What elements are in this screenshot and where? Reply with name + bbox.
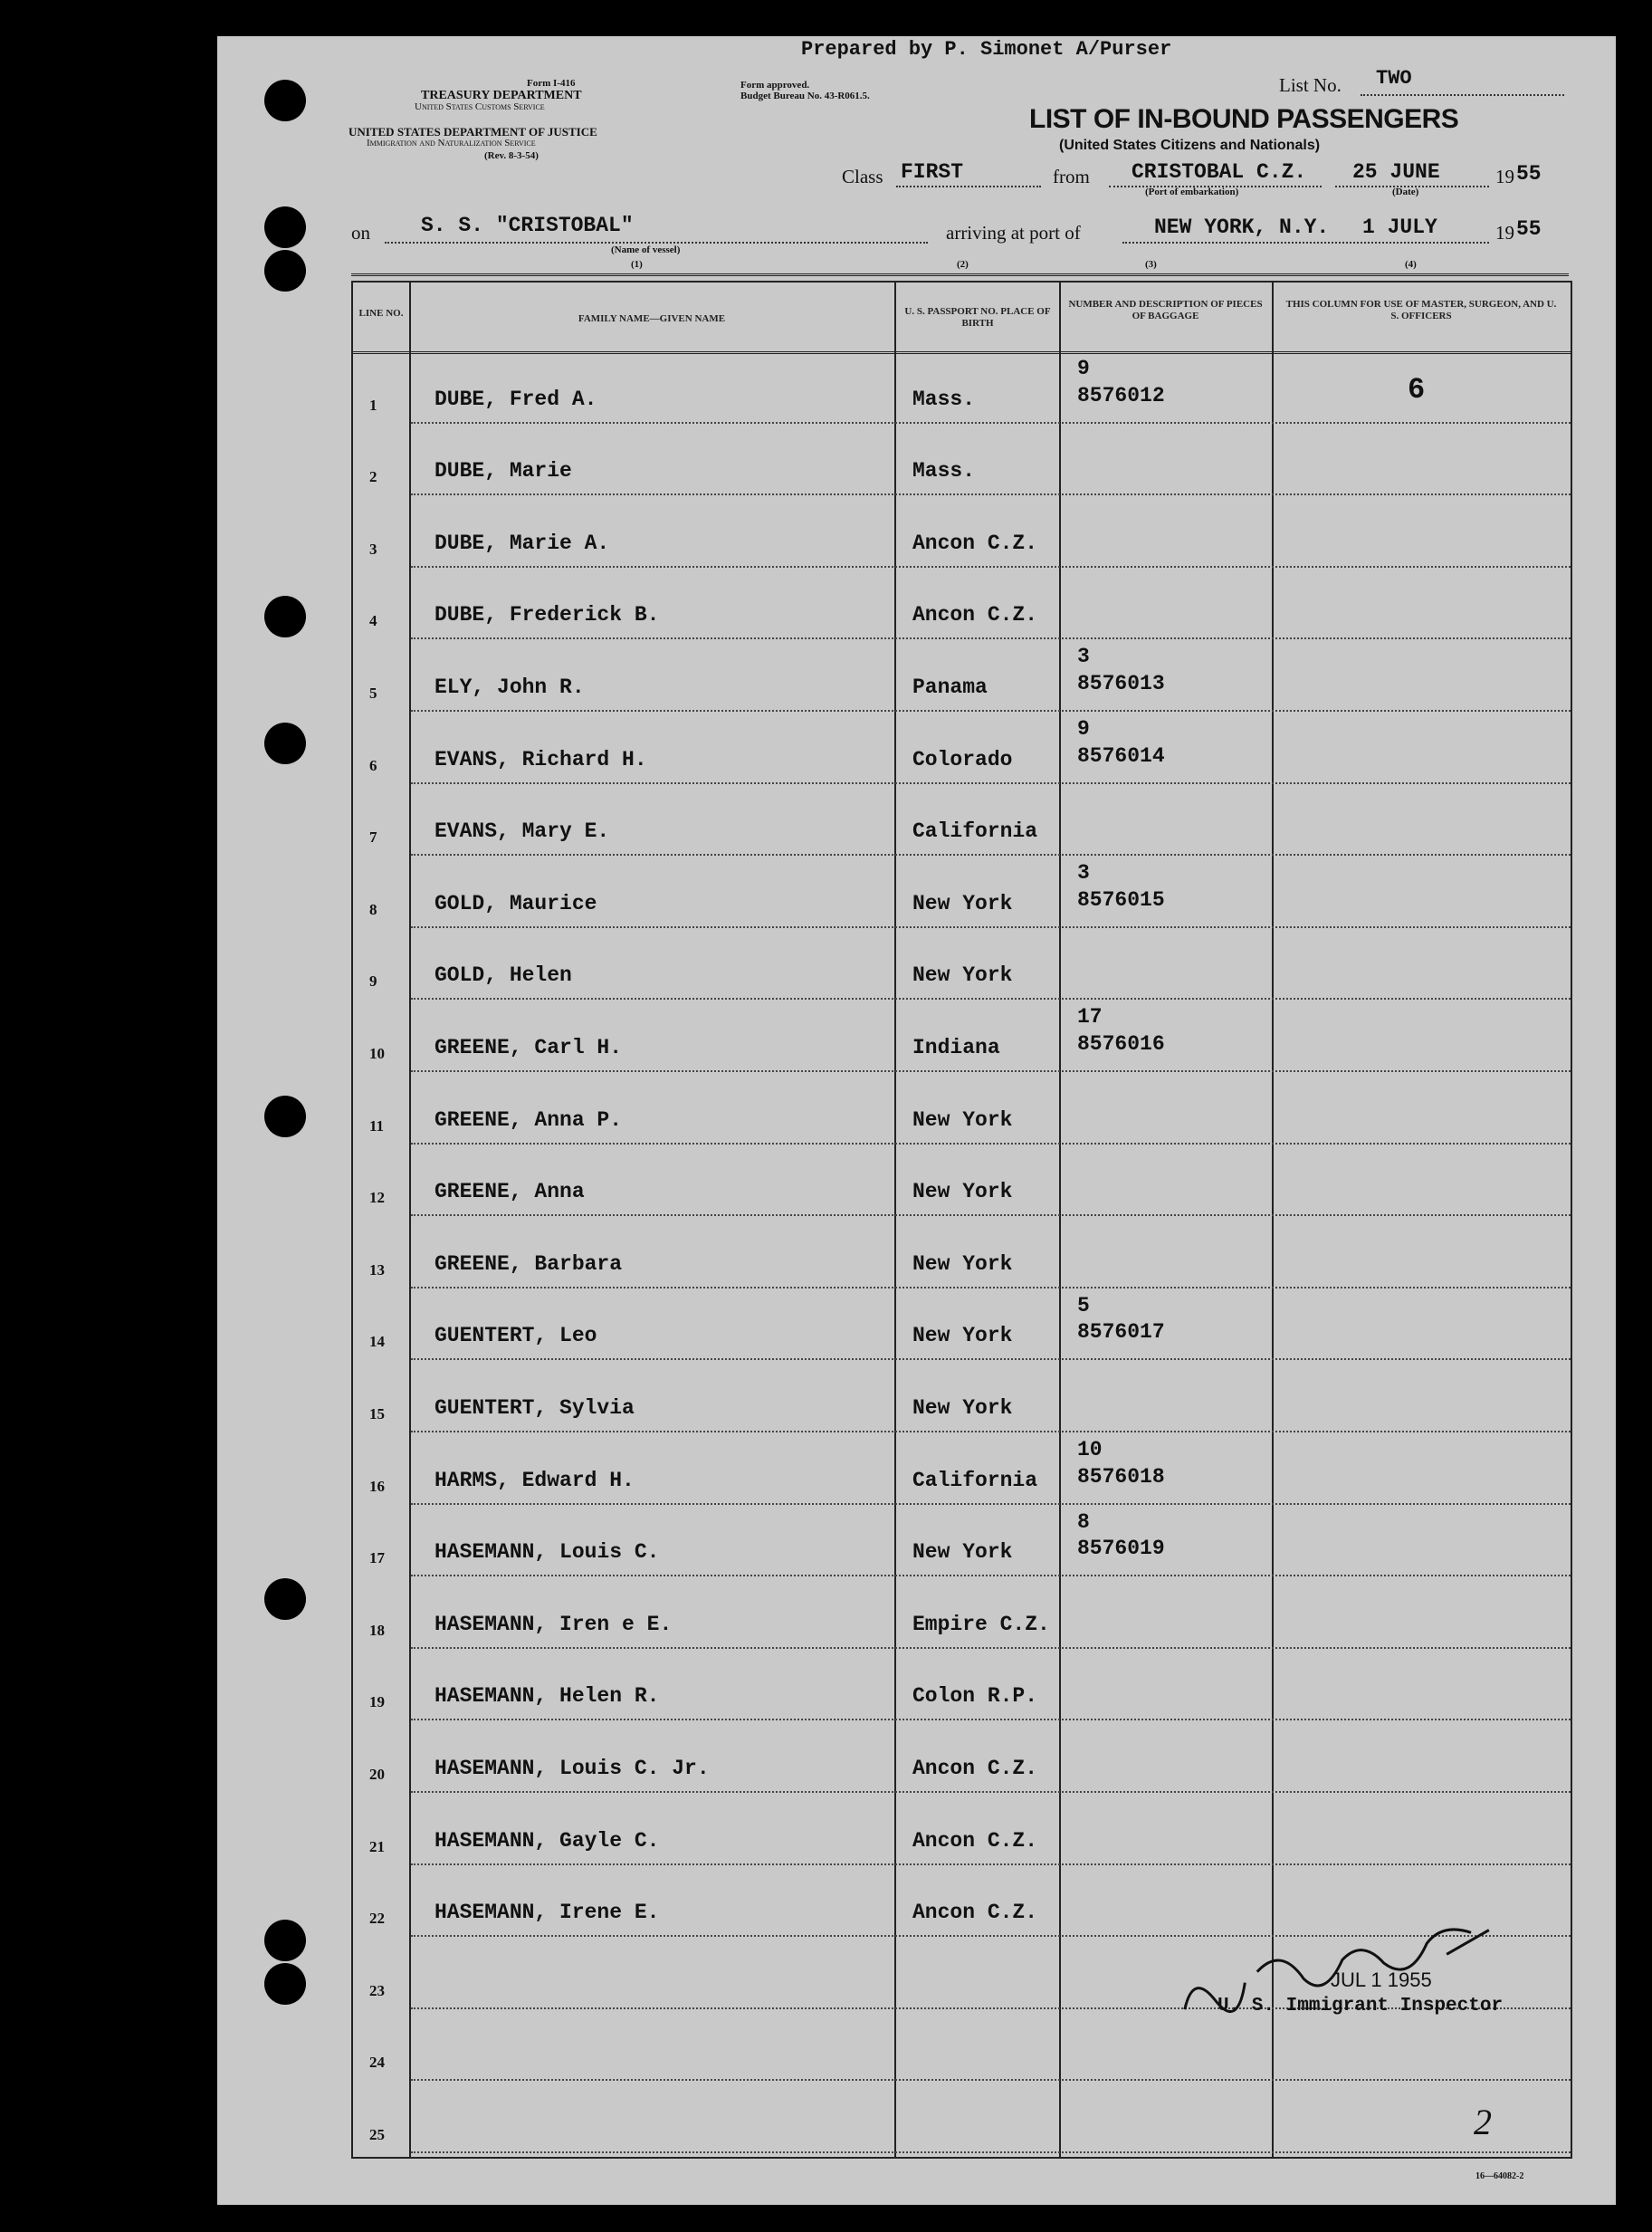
baggage-count: 8 — [1077, 1509, 1090, 1534]
passenger-table — [351, 281, 1572, 2159]
passenger-name: GREENE, Anna — [434, 1180, 585, 1204]
col-ref-3: (3) — [1145, 259, 1157, 270]
passenger-name: HASEMANN, Louis C. Jr. — [434, 1756, 710, 1780]
table-row — [353, 2081, 1571, 2153]
line-number: 12 — [369, 1189, 385, 1207]
col-ref-2: (2) — [957, 259, 969, 270]
passenger-name: GOLD, Maurice — [434, 891, 597, 915]
form-number: Form I-416 — [527, 78, 576, 89]
passenger-name: HASEMANN, Irene E. — [434, 1901, 660, 1925]
class-value: FIRST — [901, 160, 964, 184]
place-of-birth: Mass. — [912, 387, 976, 411]
place-of-birth: New York — [912, 1107, 1013, 1132]
place-of-birth: Panama — [912, 675, 988, 699]
place-of-birth: New York — [912, 963, 1013, 988]
binder-hole — [264, 1578, 306, 1620]
arrival-date-value: 1 JULY — [1362, 216, 1437, 239]
treasury-dept: TREASURY DEPARTMENT — [421, 89, 582, 102]
line-number: 20 — [369, 1765, 385, 1783]
prepared-by: Prepared by P. Simonet A/Purser — [801, 38, 1172, 61]
place-of-birth: New York — [912, 1324, 1013, 1348]
place-of-birth: Mass. — [912, 459, 976, 484]
table-row — [353, 928, 1571, 1001]
line-number: 25 — [369, 2125, 385, 2143]
baggage-number: 8576013 — [1077, 671, 1165, 695]
passenger-name: ELY, John R. — [434, 675, 585, 699]
table-row — [353, 1720, 1571, 1793]
line-number: 9 — [369, 972, 377, 991]
page-title: LIST OF IN-BOUND PASSENGERS — [1029, 104, 1459, 134]
place-of-birth: Ancon C.Z. — [912, 531, 1038, 555]
line-number: 21 — [369, 1837, 385, 1855]
baggage-number: 8576019 — [1077, 1537, 1165, 1561]
line-number: 8 — [369, 900, 377, 918]
passenger-name: EVANS, Richard H. — [434, 747, 647, 771]
baggage-number: 8576012 — [1077, 383, 1165, 407]
embark-date-value: 25 JUNE — [1352, 160, 1440, 184]
baggage-number: 8576018 — [1077, 1464, 1165, 1489]
passenger-name: DUBE, Marie — [434, 459, 572, 484]
place-of-birth: New York — [912, 1180, 1013, 1204]
baggage-number: 8576017 — [1077, 1320, 1165, 1345]
line-number: 2 — [369, 468, 377, 486]
place-of-birth: Empire C.Z. — [912, 1612, 1050, 1636]
line-number: 16 — [369, 1477, 385, 1495]
date-caption: (Date) — [1392, 187, 1419, 197]
line-number: 24 — [369, 2054, 385, 2072]
arrival-year: 55 — [1516, 217, 1542, 241]
table-row — [353, 568, 1571, 640]
line-number: 3 — [369, 540, 377, 558]
page-mark: 2 — [1474, 2102, 1492, 2142]
arrival-port-value: NEW YORK, N.Y. — [1154, 216, 1330, 239]
table-row — [353, 1000, 1571, 1072]
baggage-number: 8576014 — [1077, 743, 1165, 768]
line-number: 14 — [369, 1333, 385, 1351]
line-number: 5 — [369, 684, 377, 702]
table-row — [353, 1576, 1571, 1649]
table-row — [353, 1649, 1571, 1721]
table-row — [353, 712, 1571, 784]
col-header-line: LINE NO. — [358, 308, 404, 319]
place-of-birth: Indiana — [912, 1035, 1000, 1059]
baggage-number: 8576016 — [1077, 1031, 1165, 1056]
embark-year-prefix: 19 — [1495, 166, 1514, 187]
baggage-count: 3 — [1077, 861, 1090, 886]
revision: (Rev. 8-3-54) — [484, 150, 539, 161]
table-row — [353, 1072, 1571, 1145]
line-number: 13 — [369, 1260, 385, 1279]
page-subtitle: (United States Citizens and Nationals) — [1059, 138, 1321, 153]
list-no-label: List No. — [1279, 74, 1342, 96]
list-no-value: TWO — [1376, 67, 1412, 90]
embark-year: 55 — [1516, 162, 1542, 186]
vessel-name: S. S. "CRISTOBAL" — [421, 214, 634, 237]
embark-port-value: CRISTOBAL C.Z. — [1132, 160, 1307, 184]
line-number: 18 — [369, 1621, 385, 1639]
passenger-name: GOLD, Helen — [434, 963, 572, 988]
binder-hole — [264, 723, 306, 764]
passenger-name: HASEMANN, Iren e E. — [434, 1612, 673, 1636]
col-ref-4: (4) — [1405, 259, 1417, 270]
place-of-birth: Ancon C.Z. — [912, 1828, 1038, 1853]
on-label: on — [351, 222, 370, 244]
place-of-birth: New York — [912, 891, 1013, 915]
stamp-title: U. S. Immigrant Inspector — [1218, 1996, 1504, 2016]
table-row — [353, 784, 1571, 857]
passenger-name: GREENE, Barbara — [434, 1251, 623, 1276]
passenger-name: HASEMANN, Louis C. — [434, 1540, 660, 1565]
binder-hole — [264, 206, 306, 248]
embark-port-caption: (Port of embarkation) — [1145, 187, 1239, 197]
table-row — [353, 1145, 1571, 1217]
passenger-name: EVANS, Mary E. — [434, 819, 610, 844]
baggage-count: 10 — [1077, 1438, 1103, 1461]
place-of-birth: New York — [912, 1395, 1013, 1420]
justice-dept: UNITED STATES DEPARTMENT OF JUSTICE — [349, 125, 597, 139]
table-row — [353, 1216, 1571, 1288]
col-header-passport: U. S. PASSPORT NO. PLACE OF BIRTH — [904, 306, 1051, 329]
table-row — [353, 1288, 1571, 1361]
line-number: 4 — [369, 612, 377, 630]
place-of-birth: California — [912, 819, 1038, 844]
from-label: from — [1053, 166, 1090, 187]
binder-hole — [264, 596, 306, 637]
ins-service: Immigration and Naturalization Service — [367, 138, 536, 148]
budget-bureau: Budget Bureau No. 43-R061.5. — [740, 91, 870, 101]
line-number: 11 — [369, 1116, 385, 1135]
line-number: 1 — [369, 396, 377, 414]
table-row — [353, 1360, 1571, 1432]
passenger-name: DUBE, Marie A. — [434, 531, 610, 555]
table-row — [353, 351, 1571, 424]
passenger-name: DUBE, Frederick B. — [434, 603, 660, 627]
line-number: 7 — [369, 829, 377, 847]
binder-hole — [264, 80, 306, 121]
place-of-birth: Ancon C.Z. — [912, 1901, 1038, 1925]
customs-service: United States Customs Service — [415, 101, 545, 112]
form-approved: Form approved. — [740, 80, 810, 91]
place-of-birth: Colon R.P. — [912, 1684, 1038, 1709]
baggage-count: 9 — [1077, 717, 1090, 741]
line-number: 19 — [369, 1693, 385, 1711]
line-number: 23 — [369, 1981, 385, 1999]
table-row — [353, 856, 1571, 928]
officer-mark: 6 — [1408, 373, 1426, 407]
passenger-name: HASEMANN, Helen R. — [434, 1684, 660, 1709]
passenger-name: GUENTERT, Leo — [434, 1324, 597, 1348]
place-of-birth: Colorado — [912, 747, 1013, 771]
binder-hole — [264, 1920, 306, 1961]
passenger-name: GREENE, Carl H. — [434, 1035, 623, 1059]
place-of-birth: Ancon C.Z. — [912, 1756, 1038, 1780]
col-header-officers: THIS COLUMN FOR USE OF MASTER, SURGEON, AND U. S. OFFICERS — [1285, 299, 1557, 321]
baggage-count: 3 — [1077, 645, 1090, 669]
passenger-name: GUENTERT, Sylvia — [434, 1395, 635, 1420]
col-ref-1: (1) — [631, 259, 643, 270]
col-header-name: FAMILY NAME—GIVEN NAME — [578, 313, 726, 324]
footer-code: 16—64082-2 — [1475, 2171, 1524, 2181]
place-of-birth: New York — [912, 1251, 1013, 1276]
place-of-birth: New York — [912, 1540, 1013, 1565]
passenger-name: GREENE, Anna P. — [434, 1107, 623, 1132]
table-row — [353, 1505, 1571, 1577]
baggage-number: 8576015 — [1077, 887, 1165, 912]
table-row — [353, 2009, 1571, 2082]
passenger-name: HARMS, Edward H. — [434, 1468, 635, 1492]
line-number: 15 — [369, 1404, 385, 1423]
binder-hole — [264, 1096, 306, 1137]
place-of-birth: California — [912, 1468, 1038, 1492]
vessel-caption: (Name of vessel) — [611, 244, 681, 255]
passenger-name: HASEMANN, Gayle C. — [434, 1828, 660, 1853]
col-header-baggage: NUMBER AND DESCRIPTION OF PIECES OF BAGGAGE — [1068, 299, 1263, 321]
baggage-count: 17 — [1077, 1005, 1103, 1030]
table-row — [353, 639, 1571, 712]
table-row — [353, 495, 1571, 568]
line-number: 17 — [369, 1549, 385, 1567]
baggage-count: 9 — [1077, 357, 1090, 380]
table-row — [353, 1793, 1571, 1865]
table-row — [353, 424, 1571, 496]
binder-hole — [264, 1963, 306, 2005]
passenger-name: DUBE, Fred A. — [434, 387, 597, 411]
arriving-label: arriving at port of — [946, 222, 1081, 244]
line-number: 10 — [369, 1044, 385, 1062]
binder-hole — [264, 250, 306, 292]
table-row — [353, 1432, 1571, 1505]
place-of-birth: Ancon C.Z. — [912, 603, 1038, 627]
class-label: Class — [842, 166, 883, 187]
line-number: 22 — [369, 1910, 385, 1928]
line-number: 6 — [369, 756, 377, 774]
arrival-year-prefix: 19 — [1495, 222, 1514, 244]
stamp-date: JUL 1 1955 — [1331, 1969, 1432, 1991]
baggage-count: 5 — [1077, 1293, 1090, 1317]
